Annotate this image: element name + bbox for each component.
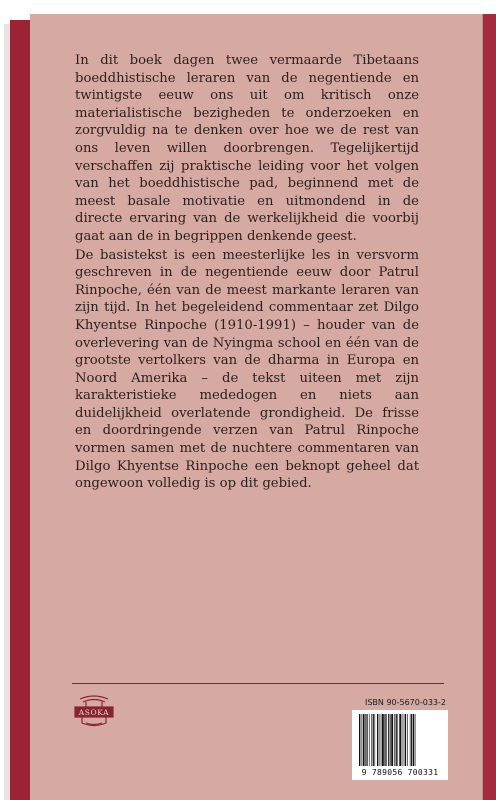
- barcode-bar: [371, 714, 372, 766]
- blurb-text: [75, 52, 419, 493]
- barcode-bar: [396, 714, 397, 766]
- logo-text: ASOKA: [78, 708, 110, 717]
- isbn-label: ISBN 90-5670-033-2: [364, 698, 446, 707]
- barcode-bar: [373, 714, 374, 766]
- barcode-bar: [375, 714, 376, 766]
- barcode-bar: [402, 714, 403, 766]
- barcode-bar: [381, 714, 382, 766]
- barcode-bar: [415, 714, 416, 766]
- barcode-bar: [386, 714, 387, 766]
- barcode-digits: 9 789056 700331: [361, 768, 439, 777]
- barcode-bar: [359, 714, 360, 766]
- cover-right-edge: [483, 14, 496, 800]
- barcode-bar: [382, 714, 384, 766]
- barcode-bar: [394, 714, 395, 766]
- barcode-bar: [379, 714, 380, 766]
- blurb-paragraph-2: De basistekst is een meesterlijke les in versvorm geschreven in de negentiende eeuw door Patrul Rinpoche, één van de meest markante leraren van zijn tijd. In het begeleidend commentaar zet Dilgo Khyentse Rinpoche (1910-1991) – houder van de overlevering van de Nyingma school en één van de grootste vertolkers van de dharma in Europa en Noord Amerika – de tekst uiteen met zijn karakteristieke mededogen en niets aan duidelijkheid overlatende grondigheid. De frisse en doordringende verzen van Patrul Rinpoche vormen samen met de nuchtere commentaren van Dilgo Khyentse Rinpoche een beknopt geheel dat ongewoon volledig is op dit gebied.: [75, 247, 419, 492]
- barcode-bar: [407, 714, 408, 766]
- barcode-bar: [388, 714, 389, 766]
- barcode-bar: [399, 714, 401, 766]
- asoka-pillar-logo-icon: [72, 693, 116, 733]
- barcode-bar: [363, 714, 365, 766]
- barcode-bar: [391, 714, 393, 766]
- barcode-bar: [397, 714, 398, 766]
- barcode-bar: [365, 714, 366, 766]
- barcode-bar: [377, 714, 378, 766]
- barcode-bar: [369, 714, 370, 766]
- barcode-bar: [390, 714, 391, 766]
- barcode-bar: [405, 714, 406, 766]
- barcode-bar: [361, 714, 362, 766]
- barcode: [352, 710, 448, 780]
- barcode-bar: [413, 714, 414, 766]
- divider-line: [72, 683, 444, 684]
- barcode-bar: [366, 714, 367, 766]
- barcode-bar: [404, 714, 405, 766]
- barcode-bar: [384, 714, 385, 766]
- blurb-paragraph-1: In dit boek dagen twee vermaarde Tibetaans boeddhistische leraren van de negentiende en twintigste eeuw ons uit om kritisch onze materialistische bezigheden te onderzoeken en zorgvuldig na te denken over hoe we de rest van ons leven willen doorbrengen. Tegelijkertijd verschaffen zij praktische leiding voor het volgen van het boeddhistische pad, beginnend met de meest basale motivatie en uitmondend in de directe ervaring van de werkelijkheid die voorbij gaat aan de in begrippen denkende geest.: [75, 53, 419, 244]
- barcode-bars: [358, 714, 442, 768]
- barcode-bar: [411, 714, 412, 766]
- barcode-bar: [410, 714, 411, 766]
